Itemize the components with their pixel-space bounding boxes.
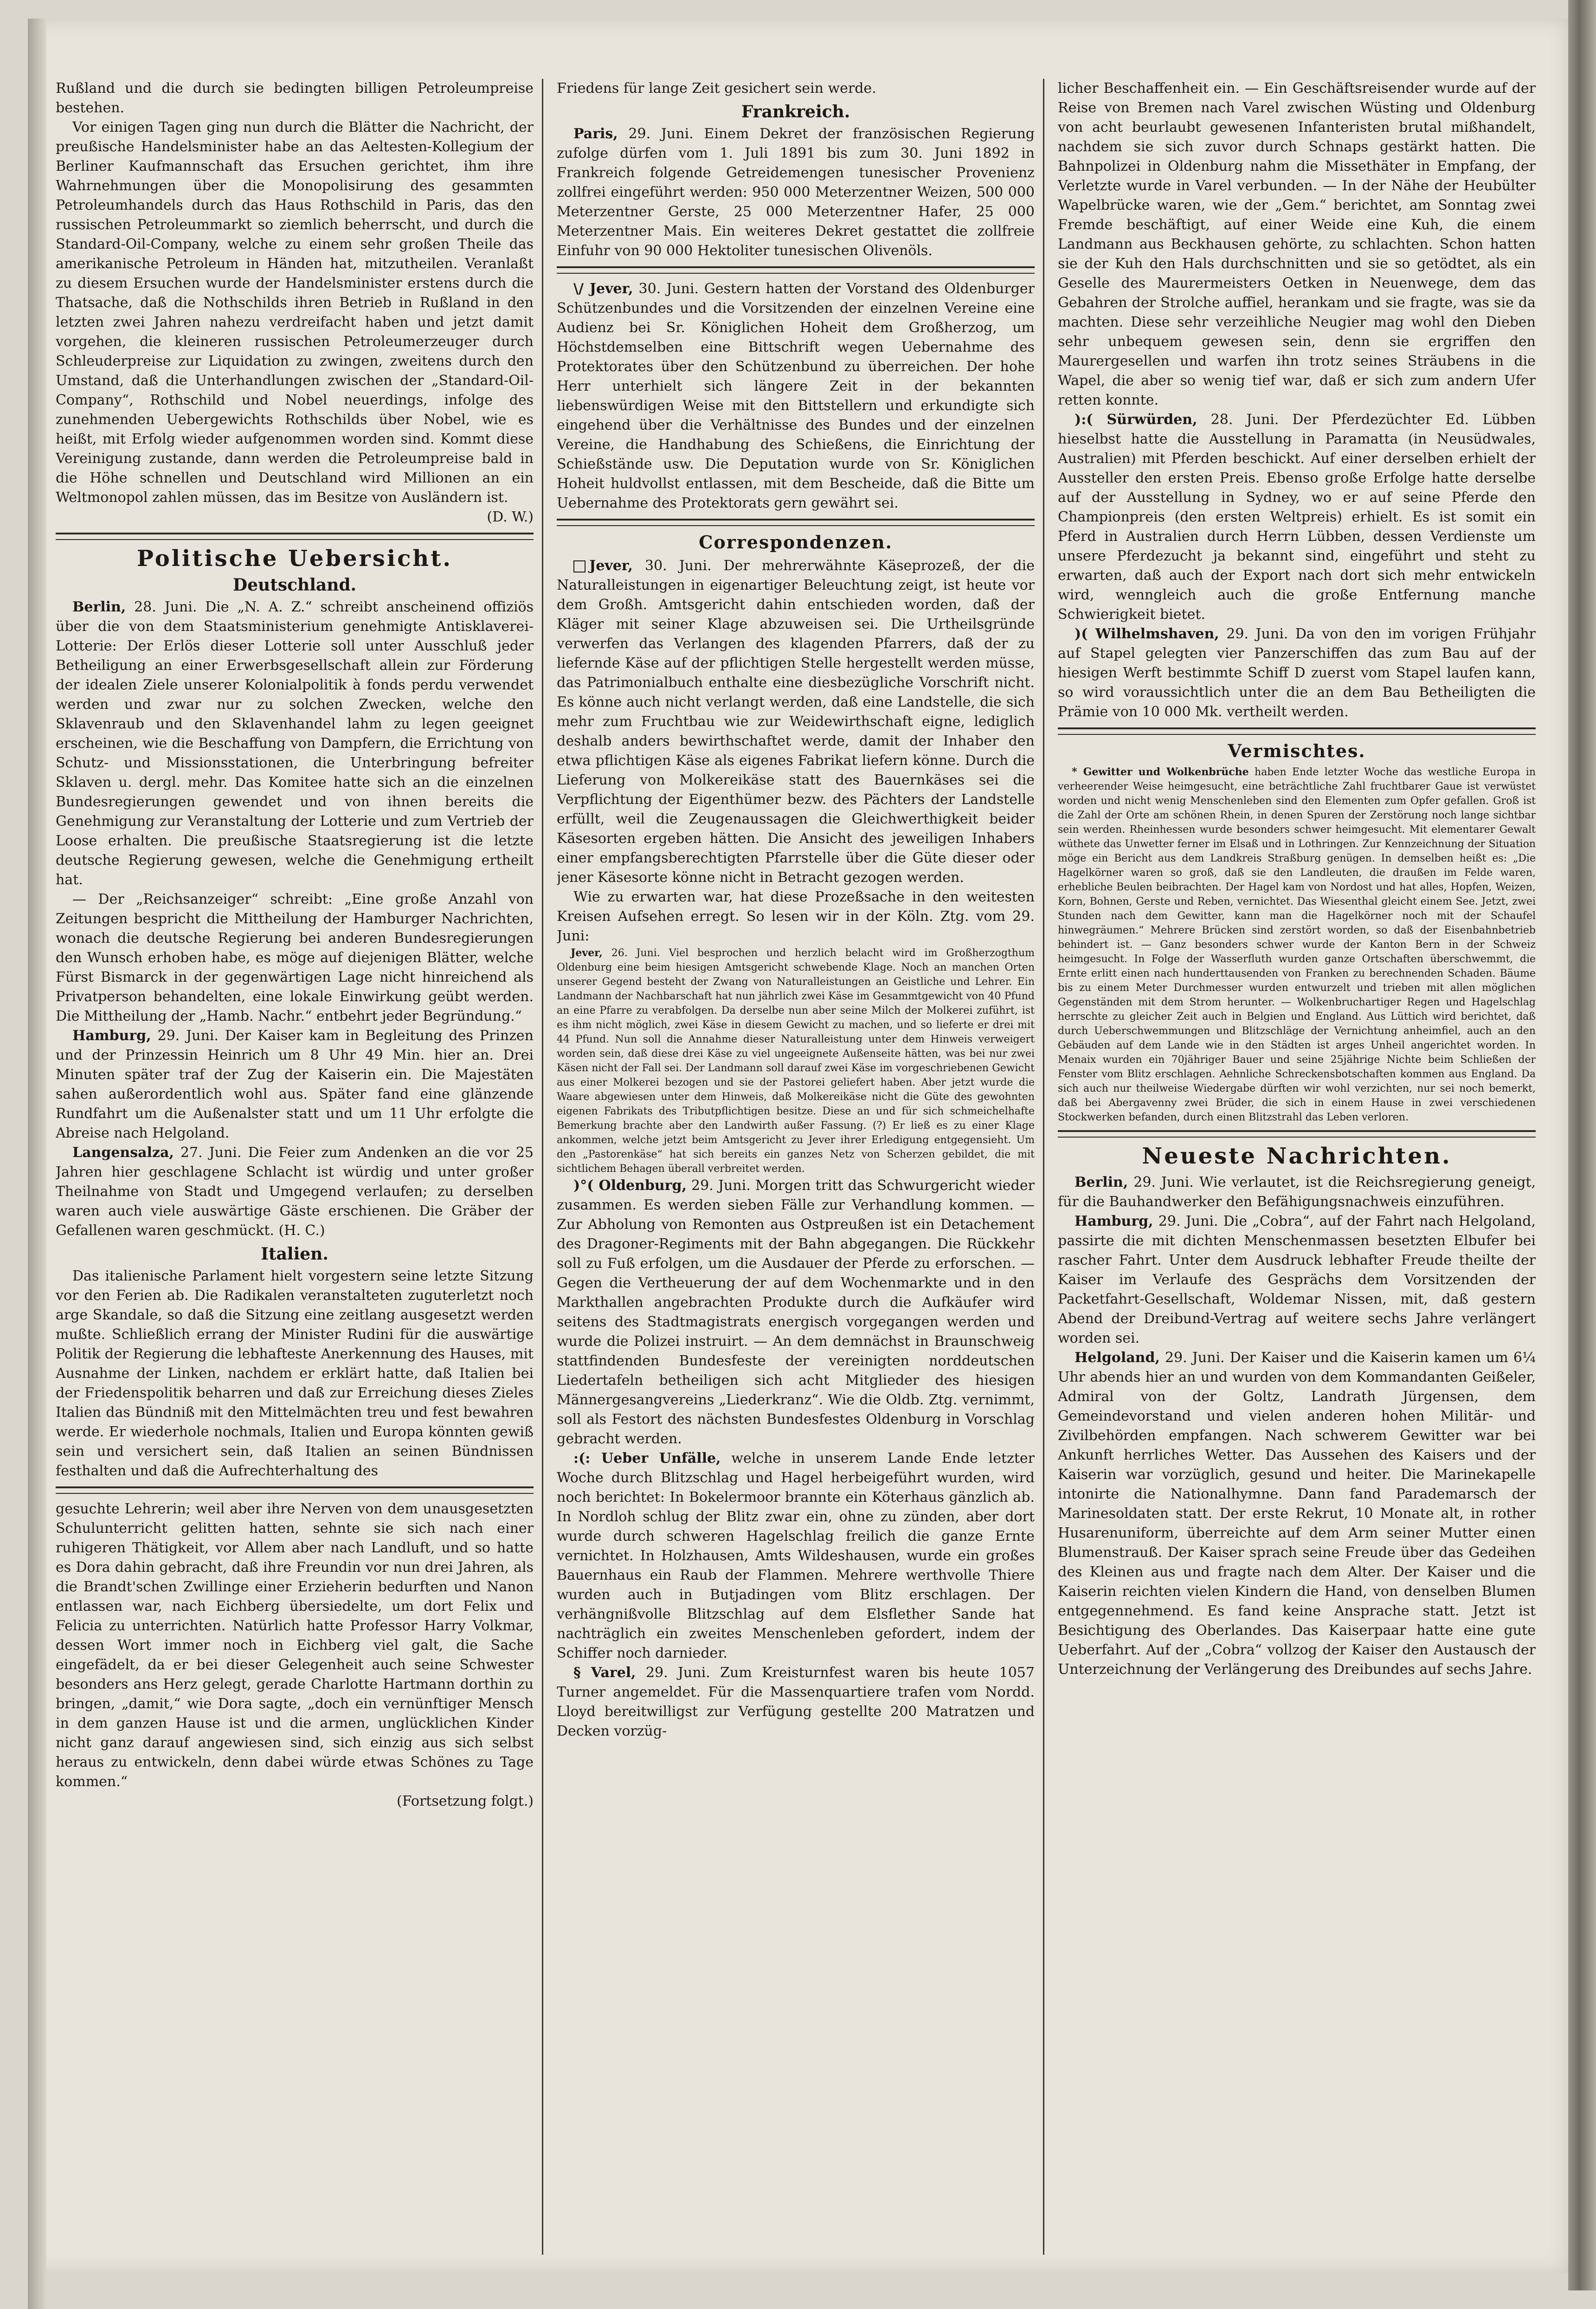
paragraph-text: 28. Juni. Der Pferdezüchter Ed. Lübben hieselbst hatte die Ausstellung in Paramatta (in Neusüdwales, Australien) mit Pferden beschickt. Auf einer derselben erhielt der Aussteller den ersten Preis. Ebenso große Erfolge hatte derselbe auf der Ausstellung in Sydney, wo er auf seine Pferde den Championpreis (den ersten Weltpreis) erhielt. Es ist somit ein Pferd in Australien durch Herrn Lübben, dessen Verdienste um unsere Pferdezucht ja bekannt sind, eingeführt und steht zu erwarten, daß auch der Export nach dort sich mehr entwickeln wird, wenngleich auch die große Entfernung manche Schwierigkeit bietet. bbox=[1058, 412, 1536, 623]
article-paragraph bbox=[1058, 1348, 1536, 1679]
dateline: Helgoland, bbox=[1075, 1350, 1160, 1366]
paragraph-text: 29. Juni. Die „Cobra“, auf der Fahrt nach Helgoland, passirte die mit dichten Menschenmassen besetzten Elbufer bei rascher Fahrt. Unter dem Ausdruck lebhafter Freude theilte der Kaiser im Verlaufe des Gesprächs dem Vorsitzenden der Packetfahrt-Gesellschaft, Woldemar Nissen, mit, daß gestern Abend der Dreibund-Vertrag auf weitere sechs Jahre verlängert worden sei. bbox=[1058, 1213, 1536, 1346]
column-rule-2 bbox=[1043, 79, 1044, 2255]
section-divider bbox=[56, 533, 534, 540]
article-paragraph bbox=[56, 1143, 534, 1241]
paragraph-text: gesuchte Lehrerin; weil aber ihre Nerven von dem unausgesetzten Schulunterricht gelitten hatten, sehnte sie sich nach einer ruhigeren Thätigkeit, vor Allem aber nach Landluft, und so hatte es Dora dahin gebracht, daß ihre Freundin vor nun drei Jahren, als die Brandt'schen Zwillinge einer Erzieherin bedurften und Nanon entlassen war, nach Eichberg übersiedelte, um dort Felix und Felicia zu unterrichten. Natürlich hatte Professor Harry Volkmar, dessen Wort immer noch in Eichberg viel galt, die Sache eingefädelt, da er bei dieser Gelegenheit auch seine Schwester besonders ans Herz gelegt, gerade Charlotte Hartmann dorthin zu bringen, „damit,“ wie Dora sagte, „doch ein vernünftiger Mensch in dem ganzen Hause ist und die armen, unglücklichen Kinder nicht ganz darauf angewiesen sind, sich einzig aus sich selbst heraus zu entwickeln, denn dabei würde etwas Schönes zu Tage kommen.“ bbox=[56, 1501, 534, 1790]
article-paragraph bbox=[56, 598, 534, 890]
article-paragraph bbox=[1058, 1173, 1536, 1212]
article-paragraph bbox=[1058, 410, 1536, 624]
page-edge-binding bbox=[1568, 0, 1596, 2290]
paragraph-text: 29. Juni. Der Kaiser und die Kaiserin kamen um 6¼ Uhr abends hier an und wurden von dem Kommandanten Geißeler, Admiral von der Goltz, Landrath Jürgensen, dem Gemeindevorstand und vielen anderen hohen Militär- und Zivilbehörden empfangen. Nach schwerem Gewitter war bei Ankunft herrliches Wetter. Das Aussehen des Kaisers und der Kaiserin war vorzüglich, gesund und heiter. Die Marinekapelle intonirte die Nationalhymne. Dann fand Parademarsch der Marinesoldaten statt. Der erste Rekrut, 10 Monate alt, in rother Husarenuniform, überreichte auf dem Arm seiner Mutter einen Blumenstrauß. Der Kaiser sprach seine Freude über das Gedeihen des Kleinen aus und fragte nach dem Alter. Der Kaiser und die Kaiserin reichten vielen Kindern die Hand, von denselben Blumen entgegennehmend. Es fand keine Ansprache statt. Jetzt ist Besichtigung des Oberlandes. Das Kaiserpaar hatte eine gute Ueberfahrt. Auf der „Cobra“ vollzog der Kaiser den Austausch der Unterzeichnung der Verlängerung des Dreibundes auf sechs Jahre. bbox=[1058, 1350, 1536, 1678]
paragraph-text: Vor einigen Tagen ging nun durch die Blätter die Nachricht, der preußische Handelsminister habe an das Aeltesten-Kollegium der Berliner Kaufmannschaft das Ersuchen gerichtet, ihm ihre Wahrnehmungen über die Monopolisirung des gesammten Petroleumhandels durch das Haus Rothschild in Paris, das den russischen Petroleummarkt so ziemlich beherrscht, und durch die Standard-Oil-Company, welche zu einem sehr großen Theile das amerikanische Petroleum in Händen hat, mitzutheilen. Veranlaßt zu diesem Ersuchen wurde der Handelsminister erstens durch die Thatsache, daß die Nothschilds ihren Betrieb in Rußland in den letzten zwei Jahren nahezu verdreifacht haben und jetzt damit vorgehen, die kleineren russischen Petroleumerzeuger durch Schleuderpreise zur Liquidation zu zwingen, zweitens durch den Umstand, daß die Unterhandlungen zwischen der „Standard-Oil-Company“, Rothschild und Nobel neuerdings, infolge des zunehmenden Uebergewichts Rothschilds über Nobel, wie es heißt, mit Erfolg wieder aufgenommen worden sind. Kommt diese Vereinigung zustande, dann werden die Petroleumpreise bald in die Höhe schnellen und Deutschland wird Millionen an ein Weltmonopol zahlen müssen, das im Besitze von Ausländern ist. bbox=[56, 119, 534, 506]
paragraph-text: 29. Juni. Zum Kreisturnfest waren bis heute 1057 Turner angemeldet. Für die Massenquartiere trafen vom Nordd. Lloyd bereitwilligst zur Verfügung gestellte 200 Matratzen und Decken vorzüg- bbox=[557, 1665, 1035, 1739]
dateline: Berlin, bbox=[1075, 1174, 1128, 1190]
column-left bbox=[56, 79, 534, 2259]
article-paragraph bbox=[56, 1026, 534, 1143]
column-middle bbox=[557, 79, 1035, 2259]
paragraph-text: 29. Juni. Da von den im vorigen Frühjahr auf Stapel gelegten vier Panzerschiffen das zum Bau auf der hiesigen Werft bestimmte Schiff D zuerst vom Stapel laufen kann, so wird voraussichtlich unter die an dem Bau Betheiligten die Prämie von 10 000 Mk. vertheilt werden. bbox=[1058, 626, 1536, 720]
dateline: :(: Ueber Unfälle, bbox=[573, 1450, 721, 1466]
section-heading: Vermischtes. bbox=[1228, 740, 1366, 761]
paragraph-text: welche in unserem Lande Ende letzter Woche durch Blitzschlag und Hagel herbeigeführt wurden, wird noch berichtet: In Bokelermoor brannte ein Köterhaus gänzlich ab. In Nordloh schlug der Blitz zwar ein, ohne zu zünden, aber dort wurde durch schweren Hagelschlag freilich die ganze Ernte vernichtet. In Holzhausen, Amts Wildeshausen, wurde ein großes Bauernhaus ein Raub der Flammen. Mehrere werthvolle Thiere wurden auch in Butjadingen vom Blitz erschlagen. Der verhängnißvolle Blitzschlag auf dem Elsflether Sande hat nachträglich ein zweites Menschenleben gefordert, indem der Schiffer noch darnieder. bbox=[557, 1450, 1035, 1661]
section-divider bbox=[1058, 1130, 1536, 1138]
section-subheading: Frankreich. bbox=[741, 102, 850, 122]
paragraph-text: Das italienische Parlament hielt vorgestern seine letzte Sitzung vor den Ferien ab. Die Radikalen veranstalteten zuguterletzt noch arge Skandale, so daß die Sitzung eine zeitlang ausgesetzt werden mußte. Schließlich errang der Minister Rudini für die auswärtige Politik der Regierung die lebhafteste Anerkennung des Hauses, mit Ausnahme der Linken, nachdem er erklärt hatte, daß Italien bei der Friedenspolitik beharren und daß zur Erreichung dieses Zieles Italien das Bündniß mit den Mittelmächten treu und fest bewahren werde. Er wiederhole nochmals, Italien und Europa könnten gewiß sein und versichert sein, daß Italien an seinen Bündnissen festhalten und daß die Aufrechterhaltung des bbox=[56, 1268, 534, 1479]
article-paragraph bbox=[1058, 79, 1536, 410]
paragraph-text: 29. Juni. Einem Dekret der französischen Regierung zufolge dürfen vom 1. Juli 1891 bis zum 30. Juni 1892 in Frankreich folgende Getreidemengen tunesischer Provenienz zollfrei eingeführt werden: 950 000 Meterzentner Weizen, 500 000 Meterzentner Gerste, 25 000 Meterzentner Hafer, 25 000 Meterzentner Mais. Ein weiteres Dekret gestattet die zollfreie Einfuhr von 90 000 Hektoliter tunesischen Olivenöls. bbox=[557, 126, 1035, 259]
paragraph-text: 29. Juni. Wie verlautet, ist die Reichsregierung geneigt, für die Bauhandwerker den Befähigungsnachweis einzuführen. bbox=[1058, 1174, 1536, 1210]
section-subheading: Deutschland. bbox=[232, 575, 357, 595]
section-divider bbox=[557, 519, 1035, 526]
page-gutter-shadow bbox=[28, 19, 46, 2309]
section-divider bbox=[56, 1486, 534, 1494]
section-heading: Neueste Nachrichten. bbox=[1142, 1143, 1452, 1169]
paragraph-text: Friedens für lange Zeit gesichert sein werde. bbox=[557, 80, 876, 96]
newspaper-page bbox=[28, 19, 1568, 2273]
article-paragraph bbox=[557, 279, 1035, 513]
article-paragraph bbox=[557, 1663, 1035, 1741]
box-marker-icon bbox=[573, 560, 586, 572]
article-paragraph bbox=[56, 118, 534, 508]
article-paragraph bbox=[557, 1449, 1035, 1663]
paragraph-text: licher Beschaffenheit ein. — Ein Geschäftsreisender wurde auf der Reise von Bremen nach Varel zwischen Wüsting und Oldenburg von acht beurlaubt gewesenen Infanteristen brutal mißhandelt, nachdem sie sich zuvor durch Schnaps gestärkt hatten. Die Bahnpolizei in Oldenburg nahm die Missethäter in Empfang, der Verletzte wurde in Varel verbunden. — In der Nähe der Heubülter Wapelbrücke waren, wie der „Gem.“ berichtet, am Sonntag zwei Fremde beschäftigt, auf einer Weide eine Kuh, die einem Landmann aus Beckhausen gehörte, zu schlachten. Schon hatten sie der Kuh den Hals durchschnitten und sie so getödtet, als ein Geselle des Maurermeisters Oetken in Neuenwege, dem das Gebahren der Strolche auffiel, herankam und sie fragte, was sie da machten. Diese sehr verzeihliche Neugier mag wohl den Dieben sehr unbequem gewesen sein, denn sie ergriffen den Maurergesellen und warfen ihn trotz seines Sträubens in die Wapel, die aber so wenig tief war, daß er sich zum andern Ufer retten konnte. bbox=[1058, 80, 1536, 408]
dateline: Langensalza, bbox=[72, 1145, 174, 1161]
article-paragraph bbox=[56, 890, 534, 1026]
article-paragraph bbox=[56, 1499, 534, 1792]
paragraph-text: 29. Juni. Der Kaiser kam in Begleitung des Prinzen und der Prinzessin Heinrich um 8 Uhr 49 Min. hier an. Drei Minuten später traf der Zug der Kaiserin ein. Die Majestäten sahen außerordentlich wohl aus. Später fand eine glänzende Rundfahrt um die Außenalster statt und um 11 Uhr erfolgte die Abreise nach Helgoland. bbox=[56, 1028, 534, 1141]
dateline: § Varel, bbox=[573, 1665, 636, 1681]
dateline: Paris, bbox=[573, 126, 618, 142]
section-subheading: Italien. bbox=[261, 1244, 328, 1264]
paragraph-text: 28. Juni. Die „N. A. Z.“ schreibt anscheinend offiziös über die von dem Staatsministerium genehmigte Antisklaverei-Lotterie: Der Erlös dieser Lotterie soll unter Ausschluß jeder Betheiligung an einer Erwerbsgesellschaft allein zur Förderung der idealen Ziele unserer Kolonialpolitik à fonds perdu verwendet werden und zwar nur zu solchen Zwecken, welche den Sklavenraub und den Sklavenhandel lahm zu legen geeignet erscheinen, wie die Beschaffung von Dampfern, die Errichtung von Schutz- und Missionsstationen, die Unterbringung befreiter Sklaven u. dergl. mehr. Das Komitee hatte sich an die einzelnen Bundesregierungen gewendet und von ihnen bereits die Genehmigung zur Veranstaltung der Lotterie und zum Vertrieb der Loose erhalten. Die preußische Staatsregierung ist die letzte deutsche Regierung gewesen, welche die Genehmigung ertheilt hat. bbox=[56, 599, 534, 888]
article-signature: (D. W.) bbox=[487, 509, 534, 525]
article-signature: (Fortsetzung folgt.) bbox=[397, 1793, 534, 1809]
article-paragraph bbox=[557, 556, 1035, 888]
dateline: Jever, bbox=[589, 558, 633, 574]
dateline: Hamburg, bbox=[1075, 1213, 1153, 1229]
article-paragraph bbox=[557, 124, 1035, 261]
dateline: * Gewitter und Wolkenbrüche bbox=[1072, 766, 1249, 778]
dateline: ):( Sürwürden, bbox=[1075, 412, 1197, 428]
paragraph-text: 29. Juni. Morgen tritt das Schwurgericht wieder zusammen. Es werden sieben Fälle zur Verhandlung kommen. — Zur Abholung von Remonten aus Ostpreußen ist ein Detachement des Dragoner-Regiments mit der Bahn abgegangen. Die Rückkehr soll zu Fuß erfolgen, um die Ausdauer der Pferde zu erforschen. — Gegen die Vertheuerung der auf dem Wochenmarkte und in den Markthallen angebrachten Produkte durch die Aufkäufer wird seitens des Stadtmagistrats energisch vorgegangen werden und wurde die Polizei instruirt. — An dem demnächst in Braunschweig stattfindenden Bundesfeste der vereinigten norddeutschen Liedertafeln betheiligen sich acht Mitglieder des hiesigen Männergesangvereins „Liederkranz“. Wie die Oldb. Ztg. vernimmt, soll als Festort des nächsten Bundesfestes Oldenburg in Vorschlag gebracht werden. bbox=[557, 1177, 1035, 1447]
paragraph-text: 30. Juni. Der mehrerwähnte Käseprozeß, der die Naturalleistungen in eigenartiger Beleuchtung zeigt, ist heute vor dem Großh. Amtsgericht dahin entschieden worden, daß der Kläger mit seiner Klage abzuweisen sei. Die Urtheilsgründe verwerfen das Verlangen des klagenden Pfarrers, daß der zu liefernde Käse auf der pflichtigen Stelle hergestellt werden müsse, das Patrimonialbuch enthalte eine diesbezügliche Vorschrift nicht. Es könne auch nicht verlangt werden, daß eine Landstelle, die sich mehr zum Fruchtbau wie zur Weidewirthschaft eigne, lediglich deshalb anders bewirthschaftet werde, damit der Inhaber den etwa pflichtigen Käse als eigenes Fabrikat liefern könne. Durch die Lieferung von Molkereikäse statt des Bauernkäses sei die Verpflichtung der Eigenthümer bezw. des Pächters der Landstelle erfüllt, weil die Zeugenaussagen die Gleichwerthigkeit beider Käsesorten ergeben hätten. Die Ansicht des jeweiligen Inhabers einer empfangsberechtigten Pfarrstelle über die Güte dieser oder jener Käsesorte könne nicht in Betracht gezogen werden. bbox=[557, 558, 1035, 886]
paragraph-text: Wie zu erwarten war, hat diese Prozeßsache in den weitesten Kreisen Aufsehen erregt. So lesen wir in der Köln. Ztg. vom 29. Juni: bbox=[557, 889, 1035, 944]
paragraph-text: Rußland und die durch sie bedingten billigen Petroleumpreise bestehen. bbox=[56, 80, 534, 116]
paragraph-text: 30. Juni. Gestern hatten der Vorstand des Oldenburger Schützenbundes und die Vorsitzenden der einzelnen Vereine eine Audienz bei Sr. Königlichen Hoheit dem Großherzog, um Höchstdemselben eine Bittschrift wegen Uebernahme des Protektorates über den Schützenbund zu überreichen. Der hohe Herr unterhielt sich längere Zeit in der bekannten liebenswürdigen Weise mit den Bittstellern und erkundigte sich eingehend über die Verhältnisse des Bundes und der einzelnen Vereine, die Handhabung des Schießens, die Einrichtung der Schießstände usw. Die Deputation wurde von Sr. Königlichen Hoheit huldvollst entlassen, mit dem Bescheide, daß die Bitte um Uebernahme des Protektorats gern gewährt sei. bbox=[557, 281, 1035, 511]
dateline: )°( Oldenburg, bbox=[573, 1177, 687, 1194]
dateline: Berlin, bbox=[72, 599, 126, 615]
article-paragraph bbox=[56, 79, 534, 118]
dateline: \/ Jever, bbox=[573, 281, 633, 297]
article-paragraph bbox=[557, 1176, 1035, 1449]
dateline: )( Wilhelmshaven, bbox=[1075, 626, 1219, 642]
dateline: Hamburg, bbox=[72, 1028, 151, 1044]
paragraph-text: 26. Juni. Viel besprochen und herzlich belacht wird im Großherzogthum Oldenburg eine beim hiesigen Amtsgericht schwebende Klage. Noch an manchen Orten unserer Gegend besteht der Zwang von Naturalleistungen an Geistliche und Lehrer. Ein Landmann der Nachbarschaft hat nun jährlich zwei Käse im Gesammtgewicht von 40 Pfund an eine Pfarre zu verabfolgen. Da derselbe nun aber seine Milch der Molkerei zuführt, ist es ihm nicht möglich, zwei Käse in diesem Gewicht zu machen, und so lieferte er drei mit 44 Pfund. Nun soll die Annahme dieser Naturalleistung unter dem Hinweis verweigert worden sein, daß diese drei Käse zu viel ungeeignete Außenseite hätten, was bei nur zwei Käsen nicht der Fall sei. Der Landmann soll darauf zwei Käse im vorgeschriebenen Gewicht aus einer Molkerei bezogen und sie der Pastorei geliefert haben. Aber jetzt wurde die Waare abgewiesen unter dem Hinweis, daß Molkereikäse nicht die Güte des gewohnten eigenen Fabrikats des Tributpflichtigen besitze. Diese an und für sich schmeichelhafte Bemerkung brachte aber den Landwirth außer Fassung. (?) Er ließ es zu einer Klage ankommen, welche jetzt beim Amtsgericht zu Jever ihrer Erledigung entgegensieht. Um den „Pastorenkäse“ hat sich bereits ein ganzes Netz von Scherzen gebildet, die mit sichtlichem Behagen überall verbreitet werden. bbox=[557, 947, 1035, 1175]
article-paragraph bbox=[557, 888, 1035, 946]
paragraph-text: — Der „Reichsanzeiger“ schreibt: „Eine große Anzahl von Zeitungen bespricht die Mittheilung der Hamburger Nachrichten, wonach die deutsche Regierung bei anderen Bundesregierungen den Wunsch erhoben habe, es möge auf diejenigen Blätter, welche Fürst Bismarck in der gegenwärtigen Lage nicht hinreichend als Privatperson behandelten, eine lokale Einwirkung geübt werden. Die Mittheilung der „Hamb. Nachr.“ entbehrt jeder Begründung.“ bbox=[56, 891, 534, 1024]
dateline: Jever, bbox=[571, 947, 603, 959]
article-paragraph bbox=[56, 1267, 534, 1481]
section-divider bbox=[1058, 727, 1536, 735]
quoted-report bbox=[1058, 765, 1536, 1125]
article-paragraph bbox=[557, 79, 1035, 98]
article-paragraph bbox=[1058, 624, 1536, 722]
column-rule-1 bbox=[542, 79, 543, 2255]
column-right bbox=[1058, 79, 1536, 2259]
section-divider bbox=[557, 266, 1035, 274]
article-paragraph bbox=[1058, 1212, 1536, 1348]
section-heading: Correspondenzen. bbox=[699, 532, 893, 553]
paragraph-text: 27. Juni. Die Feier zum Andenken an die vor 25 Jahren hier geschlagene Schlacht ist würdig und unter großer Theilnahme von Stadt und Umgegend verlaufen; zu derselben waren auch viele auswärtige Gäste erschienen. Die Gräber der Gefallenen waren geschmückt. (H. C.) bbox=[56, 1145, 534, 1239]
section-heading: Politische Uebersicht. bbox=[136, 546, 453, 572]
quoted-report bbox=[557, 946, 1035, 1176]
paragraph-text: haben Ende letzter Woche das westliche Europa in verheerender Weise heimgesucht, eine beträchtliche Zahl fruchtbarer Gaue ist verwüstet worden und nicht wenig Menschenleben sind den Elementen zum Opfer gefallen. Groß ist die Zahl der Orte am schönen Rhein, in denen Spuren der Zerstörung noch lange sichtbar sein werden. Rheinhessen wurde besonders schwer heimgesucht. Mit elementarer Gewalt wüthete das Unwetter ferner im Elsaß und in Lothringen. Zur Kennzeichnung der Situation möge ein Bericht aus dem Landkreis Straßburg genügen. In demselben heißt es: „Die Hagelkörner waren so groß, daß sie den Landleuten, die draußen im Felde waren, erhebliche Beulen beibrachten. Der Hagel kam von Nordost und hat alles, Hopfen, Weizen, Korn, Bohnen, Gerste und Reben, vernichtet. Das Wiesenthal gleicht einem See. Jetzt, zwei Stunden nach dem Gewitter, kann man die Hagelkörner noch mit der Schaufel hinwegräumen.“ Mehrere Brücken sind zerstört worden, so daß der Eisenbahnbetrieb behindert ist. — Ganz besonders schwer wurde der Kanton Bern in der Schweiz heimgesucht. In Folge der Wasserfluth wurden ganze Ortschaften überschwemmt, die Ernte erlitt einen nach hunderttausenden von Franken zu berechnenden Schaden. Bäume bis zu einem Meter Durchmesser wurden entwurzelt und trieben mit allen möglichen Gegenständen mit dem Strom herunter. — Wolkenbruchartiger Regen und Hagelschlag herrschte zu gleicher Zeit auch in Belgien und England. Aus Lüttich wird berichtet, daß durch Ueberschwemmungen und Blitzschläge der Vernichtung anheimfiel, auch an den Gebäuden auf dem Lande wie in den Städten ist arges Unheil angerichtet worden. In Menaix wurden ein 70jähriger Bauer und seine 25jährige Nichte beim Schließen der Fenster vom Blitz erschlagen. Aehnliche Schreckensbotschaften kommen aus England. Da sich auch nur theilweise Wiedergabe dürften wir wohl verzichten, nur sei noch bemerkt, daß bei Abergavenny zwei Brüder, die sich in einem Hause in zwei verschiedenen Stockwerken befanden, durch einen Blitzstrahl das Leben verloren. bbox=[1058, 766, 1536, 1123]
